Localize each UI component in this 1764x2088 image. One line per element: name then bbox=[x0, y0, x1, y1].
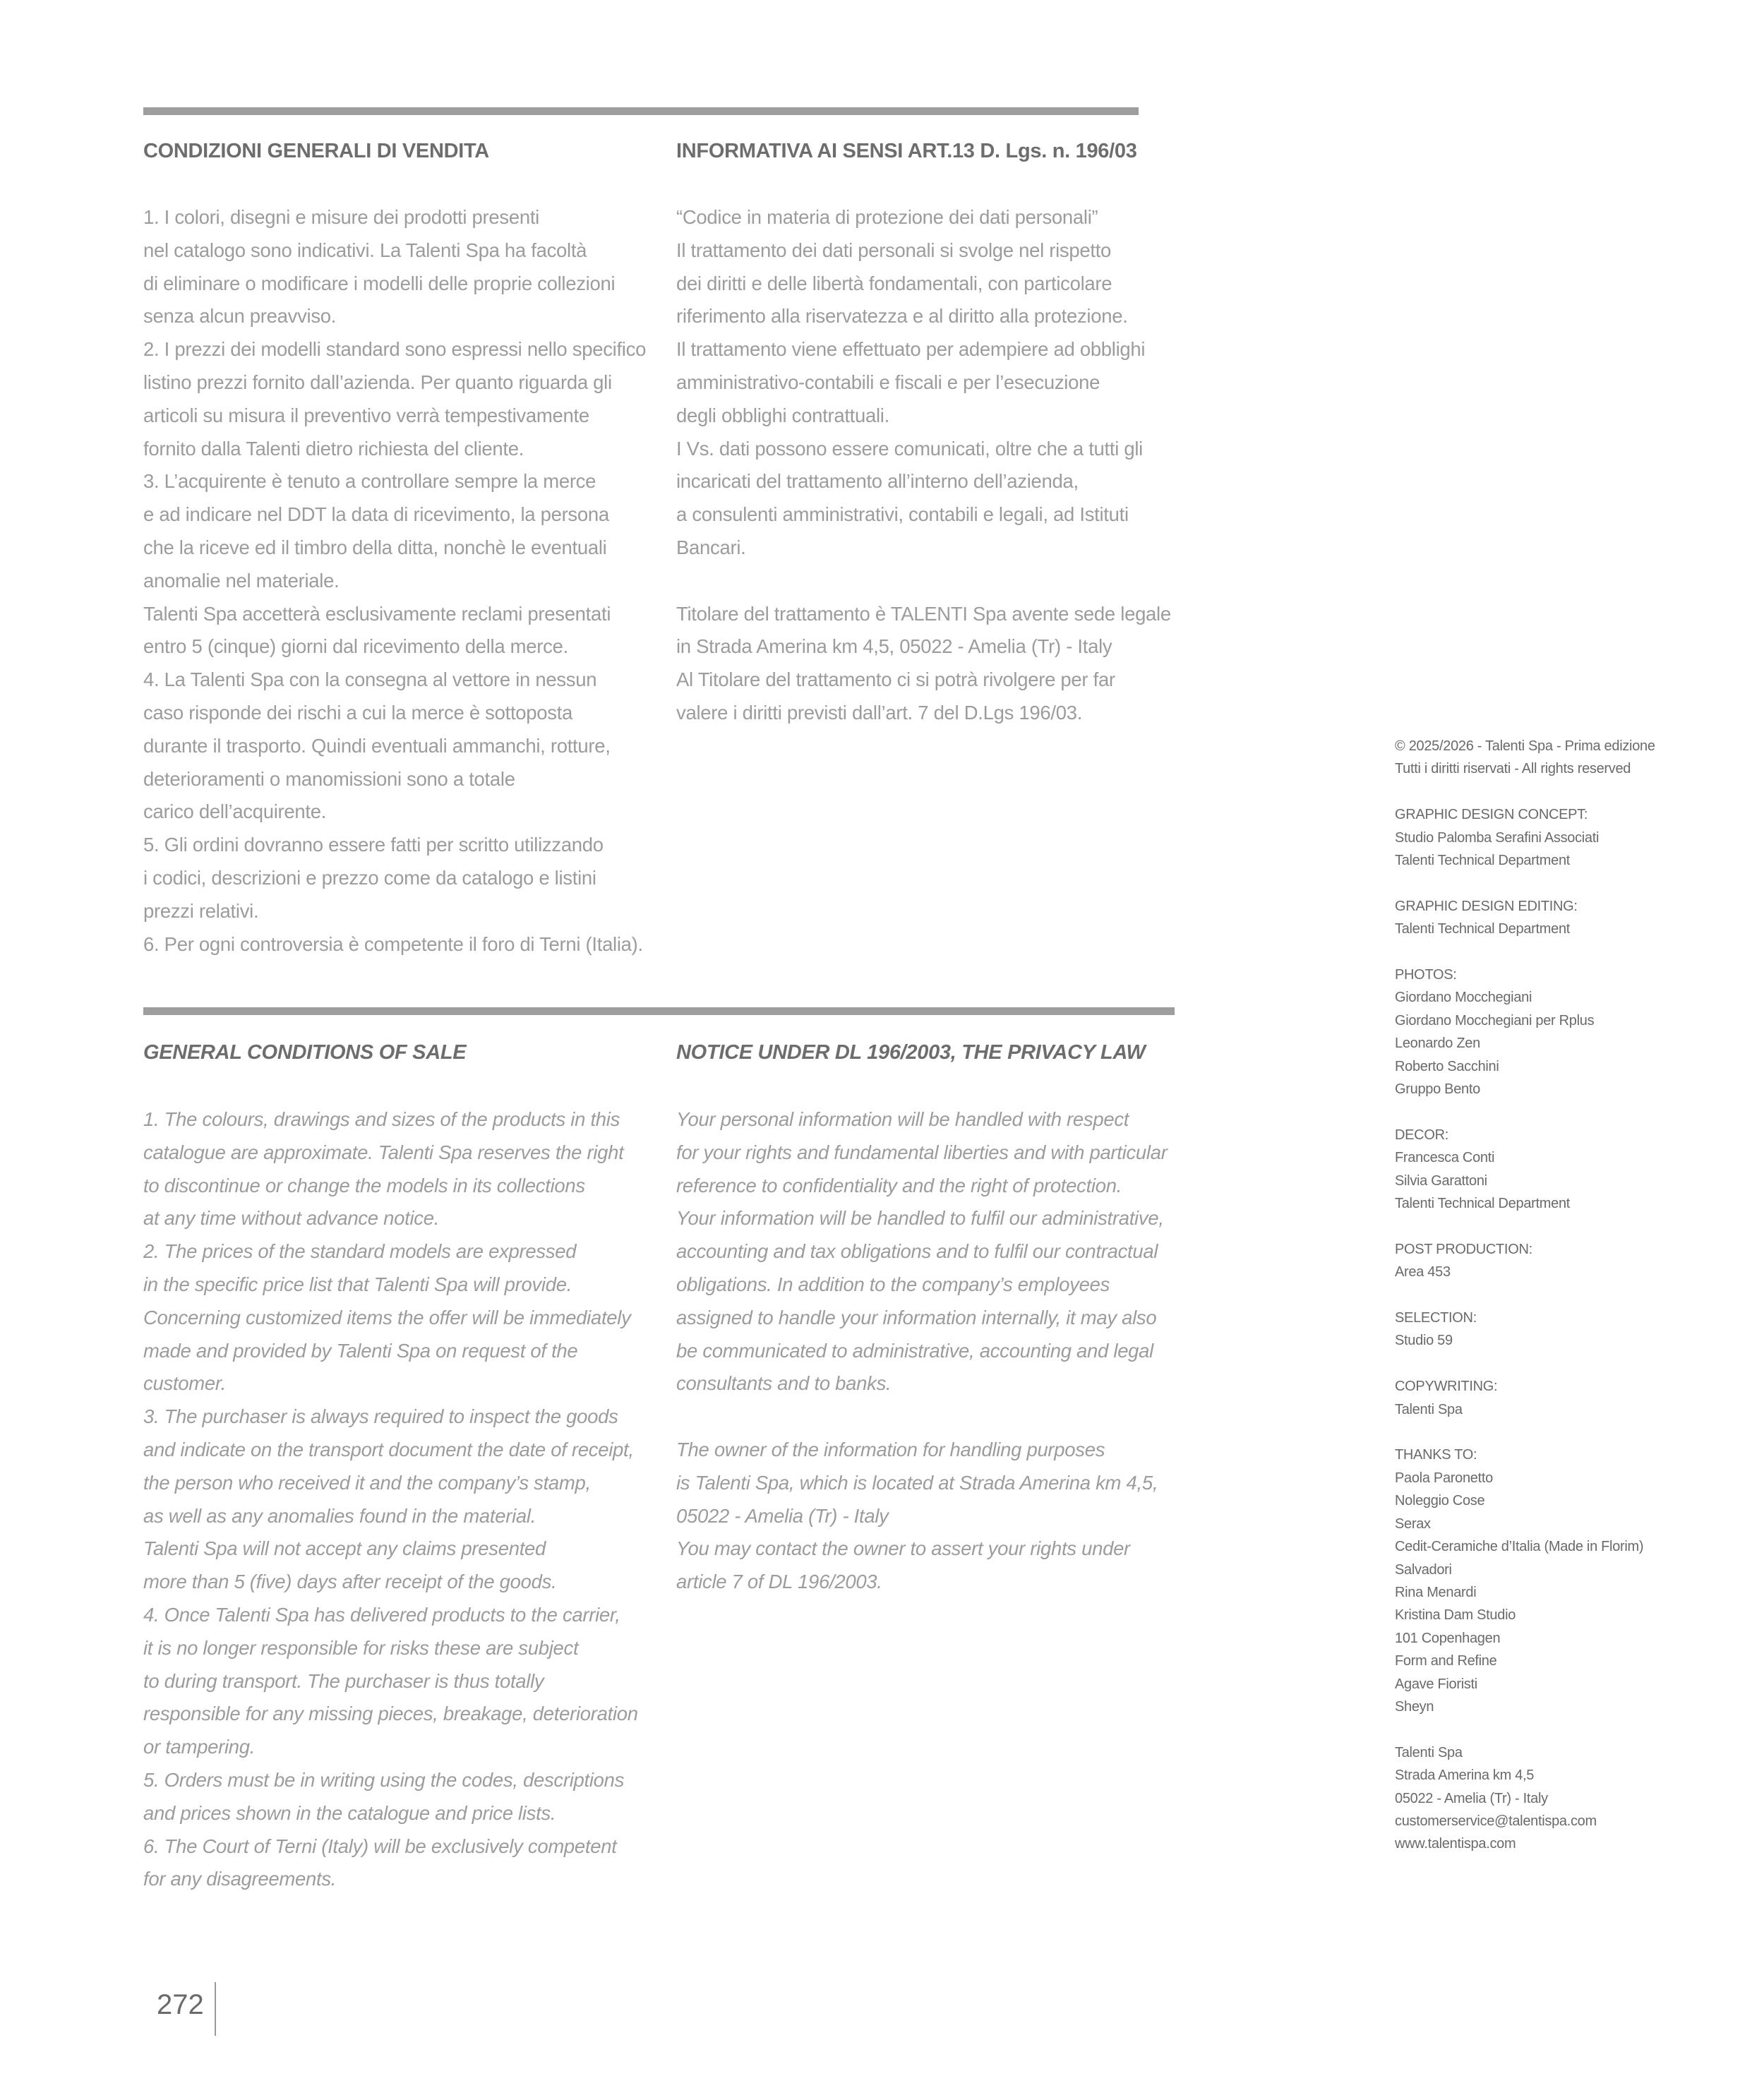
text-line: Il trattamento dei dati personali si svolge nel rispetto bbox=[676, 239, 1112, 261]
text-line: the person who received it and the company’s stamp, bbox=[143, 1471, 591, 1494]
blank-line bbox=[1395, 1215, 1655, 1237]
text-line: prezzi relativi. bbox=[143, 899, 259, 922]
text-line: Form and Refine bbox=[1395, 1653, 1497, 1669]
text-line: Talenti Spa bbox=[1395, 1401, 1463, 1417]
text-line: amministrativo-contabili e fiscali e per l’esecuzione bbox=[676, 371, 1100, 393]
text-line: Talenti Technical Department bbox=[1395, 853, 1571, 869]
text-line: made and provided by Talenti Spa on request of the bbox=[143, 1339, 578, 1362]
text-line: 05022 - Amelia (Tr) - Italy bbox=[676, 1504, 889, 1527]
text-line: carico dell’acquirente. bbox=[143, 800, 327, 823]
text-line: Talenti Spa accetterà esclusivamente reclami presentati bbox=[143, 602, 611, 625]
text-line: it is no longer responsible for risks these are subject bbox=[143, 1636, 579, 1659]
text-line: Il trattamento viene effettuato per adempiere ad obblighi bbox=[676, 338, 1146, 361]
text-line: 05022 - Amelia (Tr) - Italy bbox=[1395, 1790, 1548, 1806]
text-line: Rina Menardi bbox=[1395, 1584, 1477, 1600]
text-line: THANKS TO: bbox=[1395, 1447, 1477, 1463]
text-line: consultants and to banks. bbox=[676, 1372, 892, 1395]
text-line: “Codice in materia di protezione dei dati personali” bbox=[676, 206, 1098, 228]
text-line: © 2025/2026 - Talenti Spa - Prima edizione bbox=[1395, 738, 1655, 754]
text-line: anomalie nel materiale. bbox=[143, 569, 340, 592]
page-number: 272 bbox=[157, 1989, 204, 2020]
text-line: at any time without advance notice. bbox=[143, 1207, 440, 1230]
text-line: Gruppo Bento bbox=[1395, 1081, 1480, 1098]
text-line: GRAPHIC DESIGN CONCEPT: bbox=[1395, 807, 1588, 823]
text-line: dei diritti e delle libertà fondamentali, con particolare bbox=[676, 272, 1112, 294]
text-line: Salvadori bbox=[1395, 1561, 1452, 1578]
text-line: Leonardo Zen bbox=[1395, 1036, 1480, 1052]
text-privacy-notice bbox=[676, 1103, 1168, 1599]
text-line: to during transport. The purchaser is thus totally bbox=[143, 1669, 544, 1692]
text-line: degli obblighi contrattuali. bbox=[676, 404, 889, 426]
text-line: valere i diritti previsti dall’art. 7 del D.Lgs 196/03. bbox=[676, 701, 1083, 724]
text-condizioni-vendita bbox=[143, 201, 646, 961]
text-line: Talenti Spa will not accept any claims presented bbox=[143, 1537, 546, 1560]
text-line: Tutti i diritti riservati - All rights reserved bbox=[1395, 761, 1631, 777]
text-line: Bancari. bbox=[676, 536, 746, 558]
text-line: a consulenti amministrativi, contabili e legali, ad Istituti bbox=[676, 503, 1129, 526]
text-line: PHOTOS: bbox=[1395, 967, 1457, 983]
text-line: Noleggio Cose bbox=[1395, 1493, 1485, 1509]
text-line: Sheyn bbox=[1395, 1698, 1434, 1715]
text-line: assigned to handle your information internally, it may also bbox=[676, 1306, 1157, 1328]
text-line: Paola Paronetto bbox=[1395, 1470, 1493, 1486]
text-general-conditions bbox=[143, 1103, 638, 1896]
top-rule-english bbox=[143, 1007, 1175, 1015]
text-line: DECOR: bbox=[1395, 1127, 1448, 1143]
heading-privacy-notice: NOTICE UNDER DL 196/2003, THE PRIVACY LAW bbox=[676, 1041, 1146, 1064]
text-line: I Vs. dati possono essere comunicati, oltre che a tutti gli bbox=[676, 437, 1143, 460]
text-line: Serax bbox=[1395, 1516, 1431, 1532]
text-line: in Strada Amerina km 4,5, 05022 - Amelia (Tr) - Italy bbox=[676, 635, 1112, 658]
text-line: is Talenti Spa, which is located at Strada Amerina km 4,5, bbox=[676, 1471, 1158, 1494]
text-line: Giordano Mocchegiani bbox=[1395, 990, 1532, 1006]
text-line: deterioramenti o manomissioni sono a totale bbox=[143, 767, 515, 790]
text-line: 3. The purchaser is always required to inspect the goods bbox=[143, 1405, 618, 1428]
text-line: 5. Gli ordini dovranno essere fatti per scritto utilizzando bbox=[143, 834, 604, 856]
text-line: 4. La Talenti Spa con la consegna al vettore in nessun bbox=[143, 668, 597, 691]
text-line: for your rights and fundamental liberties and with particular bbox=[676, 1141, 1168, 1163]
text-line: POST PRODUCTION: bbox=[1395, 1241, 1532, 1257]
text-line: fornito dalla Talenti dietro richiesta del cliente. bbox=[143, 437, 524, 460]
text-line: The owner of the information for handling purposes bbox=[676, 1438, 1105, 1460]
text-line: GRAPHIC DESIGN EDITING: bbox=[1395, 898, 1578, 914]
text-line: Your personal information will be handled with respect bbox=[676, 1108, 1129, 1130]
blank-line bbox=[1395, 1352, 1655, 1375]
blank-line bbox=[1395, 1284, 1655, 1307]
text-line: i codici, descrizioni e prezzo come da catalogo e listini bbox=[143, 866, 596, 889]
heading-condizioni-vendita: CONDIZIONI GENERALI DI VENDITA bbox=[143, 140, 489, 162]
credits-block bbox=[1395, 735, 1655, 1856]
text-line: 4. Once Talenti Spa has delivered products to the carrier, bbox=[143, 1603, 620, 1626]
text-line: Francesca Conti bbox=[1395, 1150, 1495, 1166]
text-line: che la riceve ed il timbro della ditta, nonchè le eventuali bbox=[143, 536, 607, 558]
blank-line bbox=[1395, 872, 1655, 894]
text-line: listino prezzi fornito dall’azienda. Per quanto riguarda gli bbox=[143, 371, 612, 393]
text-line: Agave Fioristi bbox=[1395, 1676, 1477, 1692]
text-line: 2. I prezzi dei modelli standard sono espressi nello specifico bbox=[143, 338, 647, 361]
text-line: COPYWRITING: bbox=[1395, 1379, 1498, 1395]
text-line: 1. The colours, drawings and sizes of the products in this bbox=[143, 1108, 620, 1130]
blank-line bbox=[1395, 941, 1655, 964]
text-line: www.talentispa.com bbox=[1395, 1836, 1516, 1852]
text-line: obligations. In addition to the company’s employees bbox=[676, 1273, 1110, 1295]
text-line: Talenti Technical Department bbox=[1395, 921, 1571, 937]
page-number-divider bbox=[215, 1982, 216, 2036]
text-line: 101 Copenhagen bbox=[1395, 1630, 1501, 1646]
text-line: incaricati del trattamento all’interno dell’azienda, bbox=[676, 470, 1079, 493]
text-line: Studio 59 bbox=[1395, 1333, 1453, 1349]
text-line: reference to confidentiality and the right of protection. bbox=[676, 1174, 1122, 1196]
text-line: accounting and tax obligations and to fulfil our contractual bbox=[676, 1240, 1158, 1263]
text-line: 1. I colori, disegni e misure dei prodotti presenti bbox=[143, 206, 539, 228]
text-line: caso risponde dei rischi a cui la merce è sottoposta bbox=[143, 701, 573, 724]
blank-line bbox=[1395, 781, 1655, 803]
text-line: and indicate on the transport document the date of receipt, bbox=[143, 1438, 634, 1460]
blank-line bbox=[1395, 1421, 1655, 1444]
text-line: Your information will be handled to fulfil our administrative, bbox=[676, 1207, 1164, 1230]
text-line: and prices shown in the catalogue and price lists. bbox=[143, 1801, 556, 1824]
text-line: durante il trasporto. Quindi eventuali ammanchi, rotture, bbox=[143, 734, 611, 757]
text-line: more than 5 (five) days after receipt of the goods. bbox=[143, 1571, 557, 1593]
text-line: for any disagreements. bbox=[143, 1868, 337, 1890]
text-line: 2. The prices of the standard models are expressed bbox=[143, 1240, 577, 1263]
text-line: customer. bbox=[143, 1372, 227, 1395]
text-line: 5. Orders must be in writing using the codes, descriptions bbox=[143, 1768, 625, 1791]
text-line: e ad indicare nel DDT la data di ricevimento, la persona bbox=[143, 503, 609, 526]
text-line: as well as any anomalies found in the material. bbox=[143, 1504, 536, 1527]
text-line: Kristina Dam Studio bbox=[1395, 1607, 1516, 1624]
text-line: Talenti Spa bbox=[1395, 1744, 1463, 1760]
text-line: Titolare del trattamento è TALENTI Spa avente sede legale bbox=[676, 602, 1171, 625]
text-line: Concerning customized items the offer will be immediately bbox=[143, 1306, 631, 1328]
top-rule-italian bbox=[143, 107, 1139, 115]
text-line: You may contact the owner to assert your rights under bbox=[676, 1537, 1130, 1560]
text-line: responsible for any missing pieces, breakage, deterioration bbox=[143, 1703, 638, 1725]
text-line: article 7 of DL 196/2003. bbox=[676, 1571, 882, 1593]
text-line: Cedit-Ceramiche d’Italia (Made in Florim) bbox=[1395, 1539, 1644, 1555]
text-line: Strada Amerina km 4,5 bbox=[1395, 1768, 1535, 1784]
text-line: 3. L’acquirente è tenuto a controllare sempre la merce bbox=[143, 470, 596, 493]
blank-line bbox=[676, 565, 1171, 598]
text-line: or tampering. bbox=[143, 1736, 256, 1758]
text-line: nel catalogo sono indicativi. La Talenti Spa ha facoltà bbox=[143, 239, 587, 261]
heading-general-conditions: GENERAL CONDITIONS OF SALE bbox=[143, 1041, 467, 1064]
blank-line bbox=[676, 1400, 1168, 1434]
text-line: catalogue are approximate. Talenti Spa reserves the right bbox=[143, 1141, 624, 1163]
text-line: in the specific price list that Talenti Spa will provide. bbox=[143, 1273, 572, 1295]
text-line: Giordano Mocchegiani per Rplus bbox=[1395, 1012, 1595, 1028]
text-line: Roberto Sacchini bbox=[1395, 1058, 1499, 1074]
text-line: Silvia Garattoni bbox=[1395, 1172, 1487, 1189]
text-line: to discontinue or change the models in its collections bbox=[143, 1174, 585, 1196]
text-line: SELECTION: bbox=[1395, 1310, 1477, 1326]
text-line: Area 453 bbox=[1395, 1264, 1451, 1280]
text-line: di eliminare o modificare i modelli delle proprie collezioni bbox=[143, 272, 616, 294]
text-line: Al Titolare del trattamento ci si potrà rivolgere per far bbox=[676, 668, 1115, 691]
heading-informativa-privacy: INFORMATIVA AI SENSI ART.13 D. Lgs. n. 196/03 bbox=[676, 140, 1137, 162]
text-line: Talenti Technical Department bbox=[1395, 1196, 1571, 1212]
text-line: Studio Palomba Serafini Associati bbox=[1395, 829, 1600, 846]
blank-line bbox=[1395, 1100, 1655, 1123]
text-line: customerservice@talentispa.com bbox=[1395, 1813, 1597, 1829]
text-line: be communicated to administrative, accounting and legal bbox=[676, 1339, 1153, 1362]
text-informativa-privacy bbox=[676, 201, 1171, 730]
text-line: riferimento alla riservatezza e al diritto alla protezione. bbox=[676, 305, 1128, 328]
text-line: senza alcun preavviso. bbox=[143, 305, 337, 328]
text-line: 6. Per ogni controversia è competente il foro di Terni (Italia). bbox=[143, 932, 643, 955]
text-line: 6. The Court of Terni (Italy) will be exclusively competent bbox=[143, 1835, 617, 1857]
text-line: entro 5 (cinque) giorni dal ricevimento della merce. bbox=[143, 635, 568, 658]
blank-line bbox=[1395, 1718, 1655, 1741]
text-line: articoli su misura il preventivo verrà tempestivamente bbox=[143, 404, 589, 426]
